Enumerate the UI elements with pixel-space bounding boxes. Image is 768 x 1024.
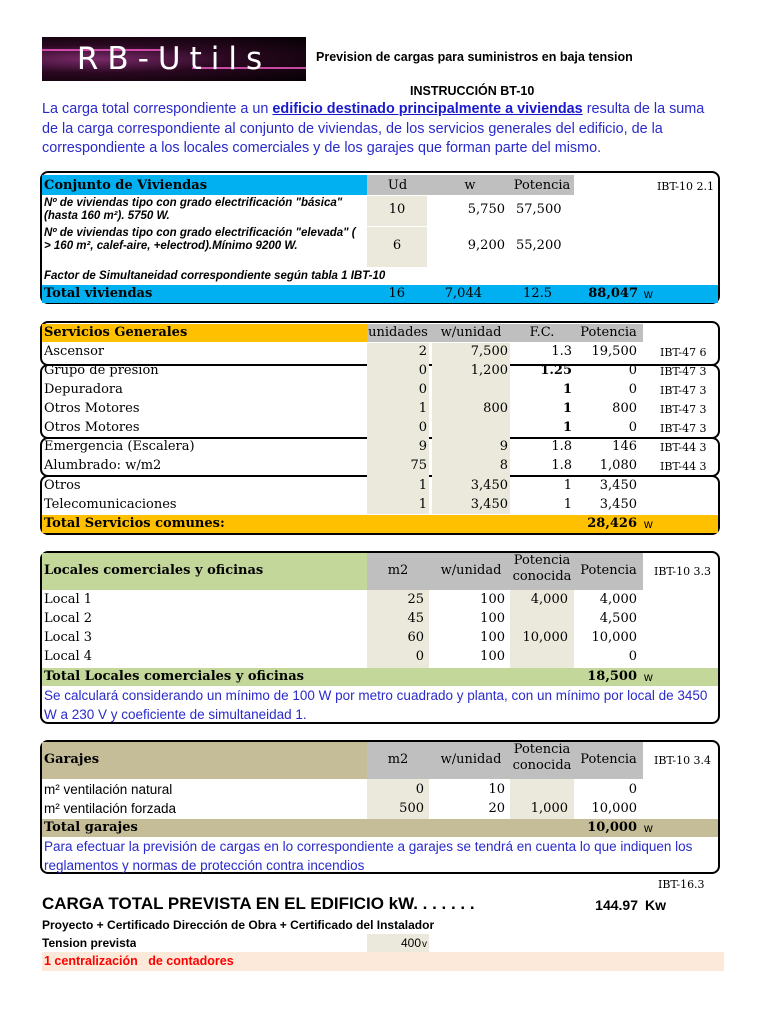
servicio-wunidad[interactable]: 9 xyxy=(499,439,508,454)
page-subtitle: INSTRUCCIÓN BT-10 xyxy=(410,84,535,98)
garaje-m2[interactable]: 0 xyxy=(415,782,424,797)
total-garajes-potencia: 10,000 xyxy=(587,820,637,835)
garaje-conocida[interactable]: 1,000 xyxy=(530,801,568,816)
servicio-fc: 1.3 xyxy=(551,344,572,359)
total-viviendas-potencia: 88,047 xyxy=(588,286,638,301)
unit-w: w xyxy=(644,517,653,531)
carga-total-label: CARGA TOTAL PREVISTA EN EL EDIFICIO kW. . . . . . . xyxy=(42,894,475,913)
total-garajes-label: Total garajes xyxy=(44,820,138,835)
local-wunidad: 100 xyxy=(480,592,505,607)
col-potencia-conocida: conocida xyxy=(512,569,572,584)
col-potencia-conocida: Potencia xyxy=(513,553,571,568)
col-w: w xyxy=(464,178,476,193)
locales-title: Locales comerciales y oficinas xyxy=(44,563,264,578)
servicio-unidades[interactable]: 0 xyxy=(418,382,427,397)
servicio-potencia: 0 xyxy=(628,382,637,397)
col-ud: Ud xyxy=(387,178,408,193)
local-conocida[interactable]: 4,000 xyxy=(530,592,568,607)
carga-total-value: 144.97 xyxy=(595,897,638,913)
servicio-potencia: 3,450 xyxy=(599,497,637,512)
local-potencia: 10,000 xyxy=(591,630,637,645)
servicio-label: Grupo de presion xyxy=(44,363,159,378)
servicio-label: Depuradora xyxy=(44,382,123,397)
locales-ref: IBT-10 3.3 xyxy=(654,565,712,578)
servicio-fc: 1.25 xyxy=(540,363,572,378)
garajes-ref: IBT-10 3.4 xyxy=(654,754,712,767)
intro-text: La carga total correspondiente a un xyxy=(42,101,273,117)
servicio-fc: 1 xyxy=(562,420,572,435)
garaje-wunidad: 10 xyxy=(488,782,505,797)
viviendas-title: Conjunto de Viviendas xyxy=(44,178,208,193)
servicio-ref: IBT-47 3 xyxy=(660,365,707,378)
servicio-potencia: 19,500 xyxy=(591,344,637,359)
servicio-unidades[interactable]: 1 xyxy=(418,497,427,512)
servicio-wunidad[interactable]: 8 xyxy=(499,458,508,473)
page-title: Prevision de cargas para suministros en baja tension xyxy=(316,50,633,64)
garaje-label: m² ventilación forzada xyxy=(44,801,177,816)
local-m2[interactable]: 60 xyxy=(407,630,424,645)
servicio-potencia: 800 xyxy=(612,401,637,416)
locales-note: Se calculará considerando un mínimo de 100 W por metro cuadrado y planta, con un mínimo por local de 3450 W a 230 V y coeficiente de simultaneidad 1. xyxy=(44,688,708,722)
col-wunidad: w/unidad xyxy=(440,563,502,578)
servicio-wunidad[interactable]: 3,450 xyxy=(470,478,508,493)
tension-unit: v xyxy=(422,939,427,950)
servicio-ref: IBT-44 3 xyxy=(660,441,707,454)
col-potencia: Potencia xyxy=(580,752,637,767)
col-potencia: Potencia xyxy=(580,325,637,340)
elevada-w: 9,200 xyxy=(467,238,505,253)
viviendas-ref: IBT-10 2.1 xyxy=(656,180,714,193)
servicio-unidades[interactable]: 75 xyxy=(410,458,427,473)
servicio-unidades[interactable]: 0 xyxy=(418,363,427,378)
servicio-wunidad[interactable]: 800 xyxy=(483,401,508,416)
unit-w: w xyxy=(644,821,653,835)
servicio-unidades[interactable]: 1 xyxy=(418,478,427,493)
centralizacion-text: 1 centralización de contadores xyxy=(44,954,234,968)
servicios-title: Servicios Generales xyxy=(44,325,188,340)
garaje-potencia: 0 xyxy=(628,782,637,797)
servicio-fc: 1.8 xyxy=(551,458,572,473)
servicio-ref: IBT-47 3 xyxy=(660,403,707,416)
intro-paragraph xyxy=(42,100,722,159)
servicio-label: Telecomunicaciones xyxy=(44,497,177,512)
col-potencia-conocida: conocida xyxy=(512,758,572,773)
servicio-fc: 1 xyxy=(563,497,572,512)
local-potencia: 0 xyxy=(628,649,637,664)
local-m2[interactable]: 0 xyxy=(415,649,424,664)
col-unidades: unidades xyxy=(368,325,428,340)
total-servicios-label: Total Servicios comunes: xyxy=(44,516,225,531)
total-viviendas-label: Total viviendas xyxy=(44,286,153,301)
servicio-label: Alumbrado: w/m2 xyxy=(44,458,162,473)
servicio-potencia: 3,450 xyxy=(599,478,637,493)
factor-label: Factor de Simultaneidad correspondiente según tabla 1 IBT-10 xyxy=(44,270,386,282)
rb-utils-logo xyxy=(42,37,306,81)
total-viviendas-w: 7,044 xyxy=(444,286,482,301)
servicio-label: Ascensor xyxy=(44,344,105,359)
servicio-wunidad[interactable]: 7,500 xyxy=(470,344,508,359)
basica-ud[interactable]: 10 xyxy=(388,202,406,217)
basica-w: 5,750 xyxy=(467,202,505,217)
unit-w: w xyxy=(644,670,653,684)
servicio-label: Otros xyxy=(44,478,81,493)
servicio-ref: IBT-47 6 xyxy=(660,346,707,359)
local-potencia: 4,500 xyxy=(599,611,637,626)
col-wunidad: w/unidad xyxy=(440,325,502,340)
servicio-ref: IBT-47 3 xyxy=(660,422,707,435)
carga-total-unit: Kw xyxy=(645,897,666,913)
servicio-potencia: 0 xyxy=(628,363,637,378)
garajes-title: Garajes xyxy=(44,752,100,767)
servicio-unidades[interactable]: 1 xyxy=(418,401,427,416)
garaje-m2[interactable]: 500 xyxy=(399,801,424,816)
servicio-potencia: 0 xyxy=(628,420,637,435)
proyecto-text: Proyecto + Certificado Dirección de Obra + Certificado del Instalador xyxy=(42,918,435,932)
summary-ref: IBT-16.3 xyxy=(658,878,705,891)
servicio-ref: IBT-47 3 xyxy=(660,384,707,397)
col-potencia: Potencia xyxy=(513,178,571,193)
tension-label: Tension prevista xyxy=(42,936,137,950)
servicio-label: Emergencia (Escalera) xyxy=(44,439,195,454)
garaje-wunidad: 20 xyxy=(488,801,505,816)
total-viviendas-fs: 12.5 xyxy=(523,286,552,301)
local-potencia: 4,000 xyxy=(599,592,637,607)
logo-text: RB-Utils xyxy=(76,41,272,77)
local-label: Local 2 xyxy=(44,611,93,626)
local-label: Local 4 xyxy=(44,649,93,664)
servicio-label: Otros Motores xyxy=(44,401,140,416)
col-m2: m2 xyxy=(387,563,409,578)
tension-value[interactable]: 400 xyxy=(400,936,421,950)
garajes-note: Para efectuar la previsión de cargas en lo correspondiente a garajes se tendrá en cuenta lo que indiquen los reglamentos y normas de protección contra incendios xyxy=(44,839,693,873)
total-viviendas-ud: 16 xyxy=(388,286,405,301)
total-locales-potencia: 18,500 xyxy=(587,669,637,684)
intro-link[interactable]: edificio destinado principalmente a viviendas xyxy=(272,101,583,117)
col-fc: F.C. xyxy=(529,325,555,340)
local-m2[interactable]: 25 xyxy=(407,592,424,607)
local-label: Local 1 xyxy=(44,592,93,607)
garaje-label: m² ventilación natural xyxy=(44,782,173,797)
local-label: Local 3 xyxy=(44,630,93,645)
servicio-wunidad[interactable]: 3,450 xyxy=(470,497,508,512)
servicio-fc: 1 xyxy=(562,401,572,416)
col-potencia: Potencia xyxy=(580,563,637,578)
servicio-label: Otros Motores xyxy=(44,420,140,435)
servicio-unidades[interactable]: 2 xyxy=(418,344,427,359)
servicio-potencia: 1,080 xyxy=(599,458,637,473)
servicio-potencia: 146 xyxy=(612,439,637,454)
local-wunidad: 100 xyxy=(480,649,505,664)
col-wunidad: w/unidad xyxy=(440,752,502,767)
servicio-wunidad[interactable]: 1,200 xyxy=(470,363,508,378)
garaje-potencia: 10,000 xyxy=(591,801,637,816)
servicio-fc: 1 xyxy=(562,382,572,397)
servicio-fc: 1.8 xyxy=(551,439,572,454)
local-wunidad: 100 xyxy=(480,611,505,626)
intro-text: resulta de la suma de la carga correspondiente al conjunto de viviendas, de los servicios generales del edificio, de la correspondiente a los locales comerciales y de los garajes que forman parte del mismo. xyxy=(42,101,705,156)
servicio-ref: IBT-44 3 xyxy=(660,460,707,473)
basica-potencia: 57,500 xyxy=(516,202,562,217)
col-potencia-conocida: Potencia xyxy=(513,742,571,757)
total-servicios-potencia: 28,426 xyxy=(587,516,637,531)
local-m2[interactable]: 45 xyxy=(407,611,424,626)
local-conocida[interactable]: 10,000 xyxy=(522,630,568,645)
servicio-unidades[interactable]: 0 xyxy=(418,420,427,435)
unit-w: w xyxy=(644,287,653,301)
basica-label: Nº de viviendas tipo con grado electrificación "básica" (hasta 160 m²). 5750 W. xyxy=(44,197,343,222)
servicio-unidades[interactable]: 9 xyxy=(418,439,427,454)
elevada-ud[interactable]: 6 xyxy=(392,238,402,253)
elevada-potencia: 55,200 xyxy=(516,238,562,253)
local-wunidad: 100 xyxy=(480,630,505,645)
servicio-fc: 1 xyxy=(563,478,572,493)
elevada-label: Nº de viviendas tipo con grado electrificación "elevada" ( > 160 m², calef-aire, +electrod).Mínimo 9200 W. xyxy=(44,227,356,252)
col-m2: m2 xyxy=(387,752,409,767)
total-locales-label: Total Locales comerciales y oficinas xyxy=(44,669,304,684)
